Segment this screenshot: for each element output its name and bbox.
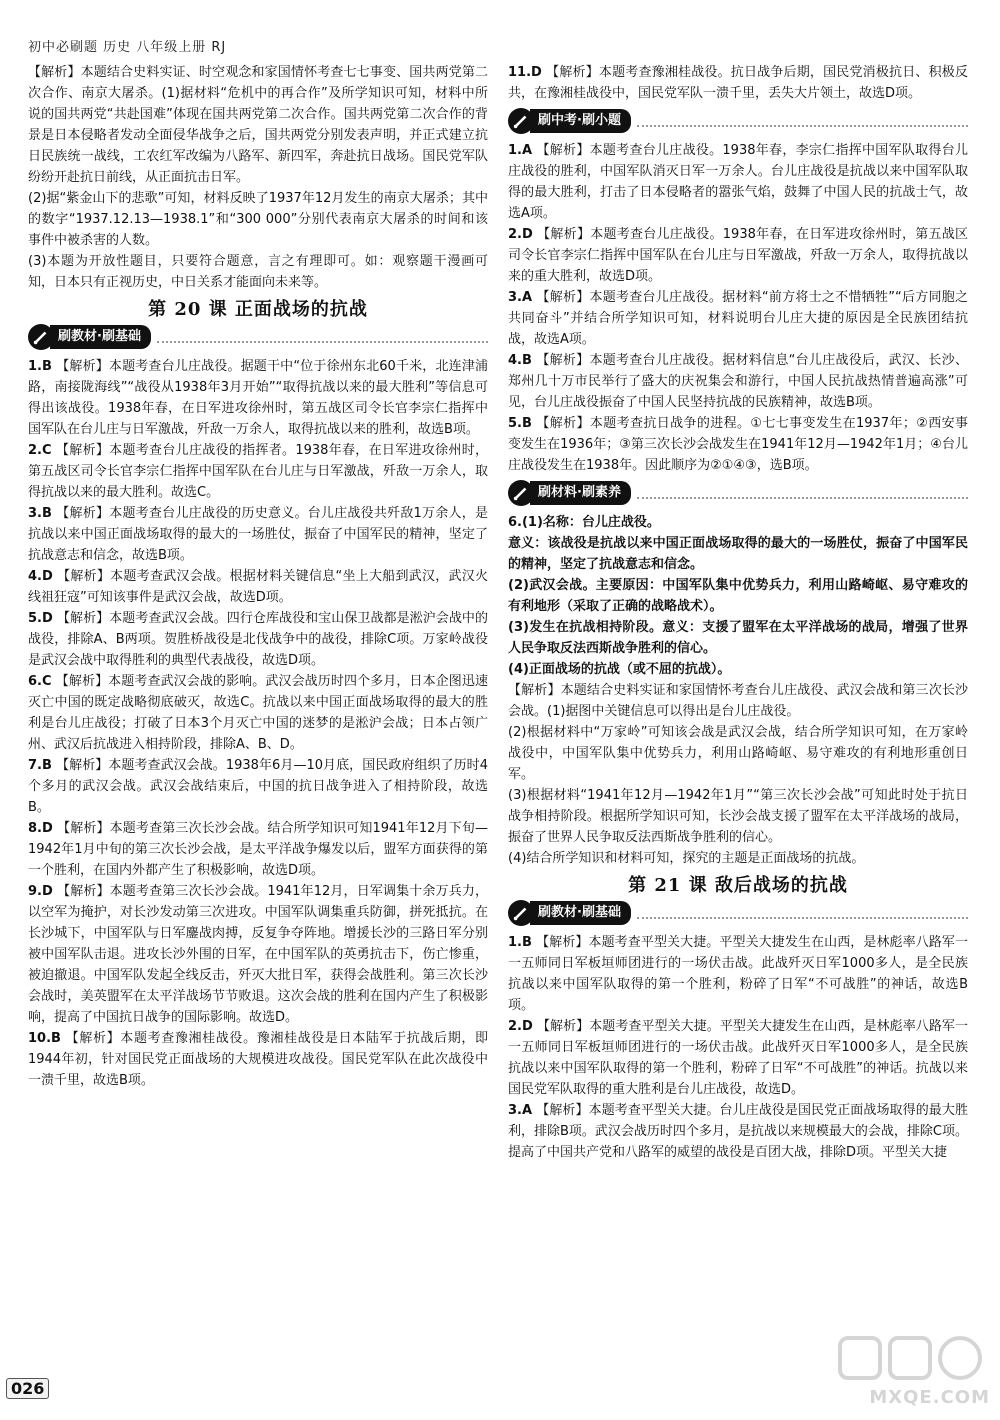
- intro-paragraph-2: (2)据“紫金山下的悲歌”可知，材料反映了1937年12月发生的南京大屠杀；其中的数字“1937.12.13—1938.1”和“300 000”分别代表南京大屠杀的时间和该事件中被杀害的人数。: [28, 191, 488, 248]
- page-number: 026: [6, 1378, 49, 1399]
- banner-divider: [637, 487, 968, 499]
- intro-paragraph-1: 【解析】本题结合史料实证、时空观念和家国情怀考查七七事变、国共两党第二次合作、南京大屠杀。(1)据材料“危机中的再合作”及所学知识可知，材料中所说的国共两党“共赴国难”体现在国共两党第二次合作。国共两党第二次合作的背景是日本侵略者发动全面侵华战争之后，国共两党分别发表声明，并正式建立抗日民族统一战线，工农红军改编为八路军、新四军，奔赴抗日战场。国民党军队纷纷开赴抗日前线，从正面抗击日军。: [28, 65, 488, 185]
- answer-item: [508, 62, 968, 104]
- answer-item: [28, 671, 488, 755]
- banner-divider: [157, 331, 488, 343]
- banner-label: 刷教材·刷基础: [50, 325, 151, 349]
- answer-text: 【解析】本题考查抗日战争的进程。①七七事变发生在1937年；②西安事变发生在1936年；③第三次长沙会战发生在1941年12月—1942年1月；④台儿庄战役发生在1938年。因此顺序为②①④③，选B项。: [508, 416, 968, 473]
- answer-text: 【解析】本题考查台儿庄战役。1938年春，李宗仁指挥中国军队取得台儿庄战役的胜利，中国军队消灭日军一万余人。台儿庄战役是抗战以来中国军队取得的最大胜利，打击了日本侵略者的嚣张气焰，鼓舞了中国人民的抗战士气，故选A项。: [508, 143, 968, 221]
- answer-text: 【解析】本题考查台儿庄战役。1938年春，在日军进攻徐州时，第五战区司令长官李宗仁指挥中国军队在台儿庄与日军激战，歼敌一万余人，取得抗战以来的重大胜利，故选D项。: [508, 227, 968, 284]
- section-banner: [508, 108, 968, 134]
- answer-text: 【解析】本题考查第三次长沙会战。1941年12月，日军调集十余万兵力，以空军为掩护，对长沙发动第三次进攻。中国军队调集重兵防御，拼死抵抗。在长沙城下，中国军队与日军鏖战肉搏，反复争夺阵地。增援长沙的三路日军分别被中国军队击退。进攻长沙外围的日军，在中国军队的英勇抗击下，伤亡惨重，被迫撤退。中国军队发起全线反击，歼灭大批日军，获得会战胜利。第三次长沙会战时，美英盟军在太平洋战场节节败退。这次会战的胜利在国内产生了积极影响，提高了中国抗日战争的国际影响。故选D。: [28, 884, 488, 1025]
- answer-text: 【解析】本题考查武汉会战的影响。武汉会战历时四个多月，日本企图迅速灭亡中国的既定战略彻底破灭，故选C。抗战以来中国正面战场取得的最大的胜利是台儿庄战役；打破了日本3个月灭亡中国的迷梦的是淞沪会战；日本占领广州、武汉后抗战进入相持阶段，排除A、B、D。: [28, 674, 488, 752]
- banner-label: 刷材料·刷素养: [530, 481, 631, 505]
- answer-number: 2.D: [508, 227, 533, 242]
- answer-text: 【解析】本题考查平型关大捷。台儿庄战役是国民党正面战场取得的最大胜利，排除B项。武汉会战历时四个多月，是抗战以来规模最大的会战，排除C项。提高了中国共产党和八路军的威望的战役是百团大战，排除D项。平型关大捷: [508, 1103, 968, 1160]
- lesson-21-title: 第 21 课 敌后战场的抗战: [628, 875, 848, 896]
- q6-analysis: (4)结合所学知识和材料可知，探究的主题是正面战场的抗战。: [508, 851, 865, 866]
- answer-number: 1.A: [508, 143, 533, 158]
- answer-text: (1)名称：台儿庄战役。: [521, 515, 660, 530]
- answer-number: 2.D: [508, 1019, 533, 1034]
- answer-text: 【解析】本题考查台儿庄战役。据题干中“位于徐州东北60千米，北连津浦路，南接陇海线”“战役从1938年3月开始”“取得抗战以来的最大胜利”等信息可得出该战役。1938年春，在日军进攻徐州时，第五战区司令长官李宗仁指挥中国军队在台儿庄与日军激战，歼敌一万余人，取得抗战以来的胜利，故选B项。: [28, 359, 488, 437]
- answer-number: 9.D: [28, 884, 53, 899]
- section-banner: [28, 324, 488, 350]
- answer-item: [28, 356, 488, 440]
- q6-analysis: 【解析】本题结合史料实证和家国情怀考查台儿庄战役、武汉会战和第三次长沙会战。(1)据图中关键信息可以得出是台儿庄战役。: [508, 683, 968, 719]
- q6-analysis: (2)根据材料中“万家岭”可知该会战是武汉会战，结合所学知识可知，在万家岭战役中，中国军队集中优势兵力，利用山路崎岖、易守难攻的有利地形重创日军。: [508, 725, 968, 782]
- answer-item: [508, 932, 968, 1016]
- answer-text: 【解析】本题考查武汉会战。四行仓库战役和宝山保卫战都是淞沪会战中的战役，排除A、B两项。贺胜桥战役是北伐战争中的战役，排除C项。万家岭战役是武汉会战中取得胜利的典型代表战役，故选D项。: [28, 611, 488, 668]
- answer-item: [508, 140, 968, 224]
- watermark-text: MXQE.COM: [869, 1387, 990, 1408]
- answer-text: 【解析】本题考查台儿庄战役的历史意义。台儿庄战役共歼敌1万余人，是抗战以来中国正面战场取得的最大的一场胜仗，振奋了中国军民的精神，坚定了抗战意志和信念，故选B项。: [28, 506, 488, 563]
- answer-item: [508, 224, 968, 287]
- answer-number: 2.C: [28, 443, 52, 458]
- answer-number: 10.B: [28, 1031, 61, 1046]
- banner-divider: [637, 907, 968, 919]
- answer-item: [508, 1100, 968, 1163]
- answer-item: [508, 287, 968, 350]
- answer-item: [508, 350, 968, 413]
- answer-number: 8.D: [28, 821, 53, 836]
- answer-text: 【解析】本题考查武汉会战。根据材料关键信息“坐上大船到武汉，武汉火线祖狂寇”可知该事件是武汉会战，故选D项。: [28, 569, 488, 605]
- banner-label: 刷中考·刷小题: [530, 109, 631, 133]
- section-banner: [508, 480, 968, 506]
- q6-analysis: (3)根据材料“1941年12月—1942年1月”“第三次长沙会战”可知此时处于抗日战争相持阶段。根据所学知识可知，长沙会战支援了盟军在太平洋战场的战局，振奋了世界人民争取反法西斯战争胜利的信心。: [508, 788, 968, 845]
- left-column: [28, 62, 488, 1091]
- answer-text: 【解析】本题考查武汉会战。1938年6月—10月底，国民政府组织了历时4个多月的武汉会战。武汉会战结束后，中国的抗日战争进入了相持阶段，故选B。: [28, 758, 489, 815]
- answer-text: 【解析】本题考查豫湘桂战役。抗日战争后期，国民党消极抗日、积极反共，在豫湘桂战役中，国民党军队一溃千里，丢失大片领土，故选D项。: [508, 65, 968, 101]
- q6-answer: (2)武汉会战。主要原因：中国军队集中优势兵力，利用山路崎岖、易守难攻的有利地形（采取了正确的战略战术）。: [508, 578, 968, 614]
- answer-item: [28, 755, 488, 818]
- answer-text: 【解析】本题考查豫湘桂战役。豫湘桂战役是日本陆军于抗战后期，即1944年初，针对国民党正面战场的大规模进攻战役。国民党军队在此次战役中一溃千里，故选B项。: [28, 1031, 488, 1088]
- section-banner: [508, 900, 968, 926]
- answer-number: 4.D: [28, 569, 53, 584]
- answer-item: [28, 608, 488, 671]
- site-watermark: [830, 1330, 990, 1410]
- answer-number: 3.A: [508, 1103, 533, 1118]
- answer-number: 7.B: [28, 758, 52, 773]
- answer-item: [28, 503, 488, 566]
- answer-number: 4.B: [508, 353, 532, 368]
- answer-item: [28, 1028, 488, 1091]
- answer-text: 【解析】本题考查平型关大捷。平型关大捷发生在山西，是林彪率八路军一一五师同日军板垣师团进行的一场伏击战。此战歼灭日军1000多人，是全民族抗战以来中国军队取得的第一个胜利，粉碎了日军“不可战胜”的神话。抗战以来国民党军队取得的重大胜利是台儿庄战役，故选D。: [508, 1019, 968, 1097]
- answer-item: [28, 440, 488, 503]
- q6-answer: [508, 512, 968, 533]
- watermark-logo-icon: [830, 1330, 990, 1390]
- answer-item: [28, 566, 488, 608]
- answer-item: [508, 413, 968, 476]
- answer-number: 6.: [508, 515, 522, 530]
- lesson-20-title: 第 20 课 正面战场的抗战: [148, 299, 368, 320]
- banner-label: 刷教材·刷基础: [530, 901, 631, 925]
- answer-text: 【解析】本题考查第三次长沙会战。结合所学知识可知1941年12月下旬—1942年1月中旬的第三次长沙会战，是太平洋战争爆发以后，盟军方面获得的第一个胜利，在国内外都产生了积极影响，故选D项。: [28, 821, 488, 878]
- answer-number: 5.D: [28, 611, 53, 626]
- answer-number: 6.C: [28, 674, 52, 689]
- answer-number: 1.B: [508, 935, 532, 950]
- answer-item: [508, 1016, 968, 1100]
- banner-divider: [637, 115, 968, 127]
- answer-text: 【解析】本题考查平型关大捷。平型关大捷发生在山西，是林彪率八路军一一五师同日军板垣师团进行的一场伏击战。此战歼灭日军1000多人，是全民族抗战以来中国军队取得的第一个胜利，粉碎了日军“不可战胜”的神话，故选B项。: [508, 935, 968, 1013]
- intro-paragraph-3: (3)本题为开放性题目，只要符合题意，言之有理即可。如：观察题干漫画可知，日本只有正视历史，中日关系才能面向未来等。: [28, 254, 488, 290]
- answer-item: [28, 881, 488, 1028]
- q6-answer: (4)正面战场的抗战（或不屈的抗战）。: [508, 662, 731, 677]
- q6-answer: (3)发生在抗战相持阶段。意义：支援了盟军在太平洋战场的战局，增强了世界人民争取反法西斯战争胜利的信心。: [508, 620, 968, 656]
- answer-item: [28, 818, 488, 881]
- answer-number: 3.B: [28, 506, 52, 521]
- q6-answer: 意义：该战役是抗战以来中国正面战场取得的最大的一场胜仗，振奋了中国军民的精神，坚定了抗战意志和信念。: [508, 536, 968, 572]
- answer-number: 3.A: [508, 290, 533, 305]
- right-column: [508, 62, 968, 1163]
- answer-text: 【解析】本题考查台儿庄战役。据材料“前方将士之不惜牺牲”“后方同胞之共同奋斗”并结合所学知识可知，材料说明台儿庄大捷的原因是全民族团结抗战，故选A项。: [508, 290, 968, 347]
- running-header: 初中必刷题 历史 八年级上册 RJ: [28, 40, 227, 55]
- answer-number: 11.D: [508, 65, 542, 80]
- answer-text: 【解析】本题考查台儿庄战役。据材料信息“台儿庄战役后，武汉、长沙、郑州几十万市民举行了盛大的庆祝集会和游行，中国人民抗战热情普遍高涨”可见，台儿庄战役振奋了中国人民坚持抗战的民族精神，故选B项。: [508, 353, 968, 410]
- answer-number: 1.B: [28, 359, 52, 374]
- answer-number: 5.B: [508, 416, 532, 431]
- answer-text: 【解析】本题考查台儿庄战役的指挥者。1938年春，在日军进攻徐州时，第五战区司令长官李宗仁指挥中国军队在台儿庄与日军激战，歼敌一万余人，取得抗战以来的最大胜利。故选C。: [28, 443, 488, 500]
